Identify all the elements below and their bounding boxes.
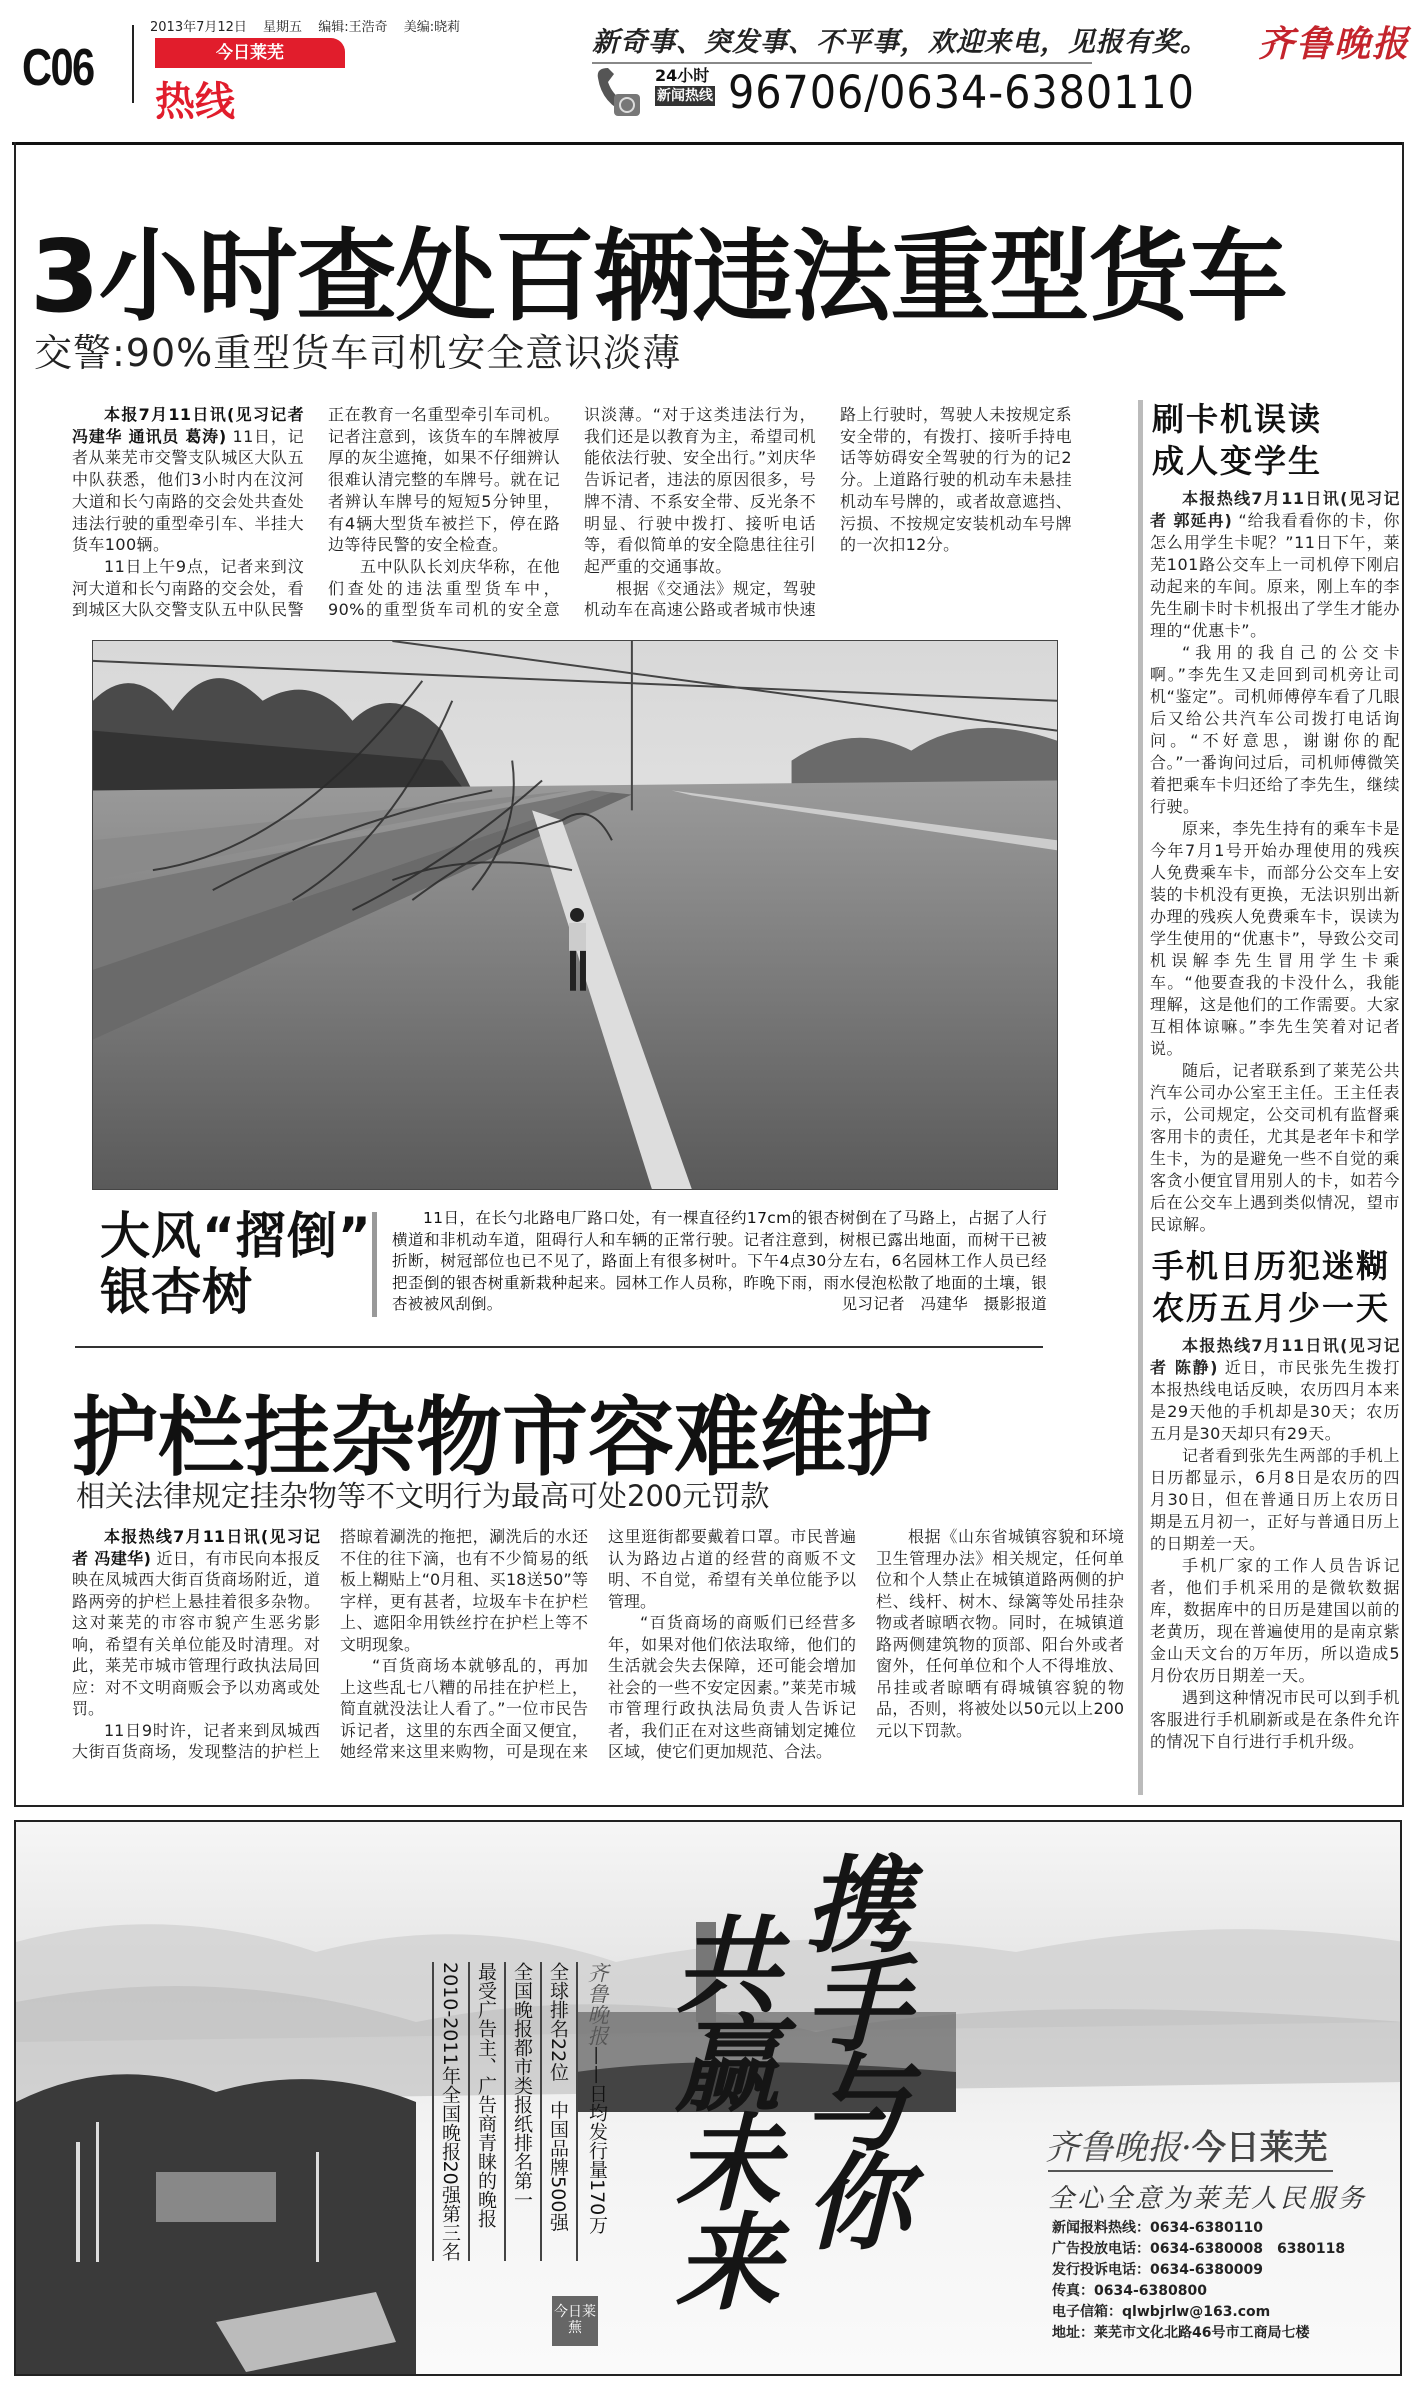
- brand-script: 齐鲁晚报·: [1045, 2128, 1192, 2168]
- paragraph: 遇到这种情况市民可以到手机客服进行手机刷新或是在条件允许的情况下自行进行手机升级。: [1150, 1688, 1400, 1751]
- paragraph: 根据《交通法》规定，驾驶机动车在高速公路或者城市快速路上行驶时，驾驶人未按规定系安全带的，有拨打、接听手持电话等妨碍安全驾驶的行为的记2分。上道路行驶的机动车未悬挂机动车号牌的，或者故意遮挡、污损、不按规定安装机动车号牌的一次扣12分。: [584, 405, 1072, 620]
- ad-brand: [1045, 2120, 1328, 2169]
- byline: 本报7月11日讯(见习记者 冯建华 通讯员 葛涛): [72, 405, 304, 446]
- paragraph: [72, 404, 304, 556]
- paragraph-text: 近日，市民张先生拨打本报热线电话反映，农历四月本来是29天他的手机却是30天；农历五月是30天却只有29天。: [1150, 1358, 1400, 1443]
- sidebar-rule: [1138, 400, 1143, 1795]
- photo-story-headline: [100, 1208, 372, 1320]
- paragraph: [72, 1526, 320, 1720]
- contact-hotline: 新闻报料热线：0634-6380110: [1052, 2220, 1263, 2236]
- hotline-label-news: 新闻热线: [657, 88, 713, 104]
- article1-headline: 3小时查处百辆违法重型货车: [30, 218, 1287, 335]
- ad-claim: 全球排名22位 中国品牌500强: [540, 1962, 570, 2261]
- headline-line: 农历五月少一天: [1152, 1289, 1391, 1327]
- contact-email: 电子信箱：qlwbjrlw@163.com: [1052, 2304, 1271, 2320]
- ad-claim: 最受广告主、广告商青睐的晚报: [468, 1962, 498, 2261]
- designer: 美编:晓莉: [403, 20, 461, 35]
- hotline-slogan: 新奇事、突发事、不平事，欢迎来电，见报有奖。: [592, 27, 1208, 58]
- telephone-icon: [592, 64, 644, 120]
- headline-line: 刷卡机误读: [1152, 400, 1323, 438]
- section-title: 热线: [155, 79, 235, 125]
- article1-body: [72, 404, 1072, 621]
- sidebar2-headline: [1152, 1245, 1390, 1329]
- contact-ads: 广告投放电话：0634-6380008 6380118: [1052, 2241, 1346, 2257]
- paragraph: 记者看到张先生两部的手机上日历都显示，6月8日是农历的四月30日，但在普通日历上农历日期是五月初一，正好与普通日历上的日期差一天。: [1150, 1446, 1400, 1553]
- article1-subheadline: 交警:90%重型货车司机安全意识淡薄: [34, 331, 682, 375]
- sidebar1-headline: [1152, 398, 1322, 482]
- byline: 本报热线7月11日讯(见习记者 陈静): [1150, 1336, 1400, 1377]
- page-number: C06: [22, 39, 94, 97]
- ad-claim: 全国晚报都市类报纸排名第一: [504, 1962, 534, 2261]
- photo-caption: [392, 1208, 1047, 1316]
- ad-brand-rule: [1048, 2170, 1333, 2172]
- headline-line: 银杏树: [100, 1263, 253, 1321]
- headline-line: 成人变学生: [1152, 442, 1323, 480]
- paragraph: “百货商场的商贩们已经营多年，如果对他们依法取缔，他们的生活就会失去保障，还可能会增加社会的一些不安定因素。”莱芜市城市管理行政执法局负责人告诉记者，我们正在对这些商铺划定摊位区域，使它们更加规范、合法。: [608, 1613, 856, 1761]
- sidebar1-body: [1150, 488, 1400, 1236]
- hotline-number: 96706/0634-6380110: [728, 66, 1195, 119]
- byline: 本报热线7月11日讯(见习记者 冯建华): [72, 1527, 320, 1568]
- edition-tab: 今日莱芜: [155, 38, 345, 68]
- paragraph: 五中队队长刘庆华称，在他们查处的违法重型货车中，90%的重型货车司机的安全意识淡薄。“对于这类违法行为，我们还是以教育为主，希望司机能依法行驶、安全出行。”刘庆华告诉记者，违法的原因很多，号牌不清、不系安全带、反光条不明显、行驶中拨打、接听电话等，看似简单的安全隐患往往引起严重的交通事故。: [328, 405, 816, 620]
- byline: 本报热线7月11日讯(见习记者 郭延冉): [1150, 489, 1400, 530]
- article3-body: [72, 1526, 1124, 1763]
- paragraph: [1150, 488, 1400, 642]
- paragraph: “百货商场本就够乱的，再加上这些乱七八糟的吊挂在护栏上，简直就没法让人看了。”一位市民告诉记者，这里的东西全面又便宜，她经常来这里来购物，可是现在来这里逛街都要戴着口罩。市民普遍认为路边占道的经营的商贩不文明、不自觉，希望有关单位能予以管理。: [340, 1527, 856, 1761]
- article3-headline: 护栏挂杂物市容难维护: [72, 1388, 932, 1488]
- sidebar2-body: [1150, 1335, 1400, 1753]
- calligraphy-line: 携手与你: [788, 1850, 912, 2246]
- headline-line: 手机日历犯迷糊: [1152, 1247, 1391, 1285]
- paragraph: 11日上午9点，记者来到汶河大道和长勺南路的交会处，看到城区大队交警支队五中队民警正在教育一名重型牵引车司机。记者注意到，该货车的车牌被厚厚的灰尘遮掩，如果不仔细辨认很难认清完整的车牌号。就在记者辨认车牌号的短短5分钟里，有4辆大型货车被拦下，停在路边等待民警的安全检查。: [72, 405, 560, 620]
- dateline: [150, 16, 472, 35]
- caption-bar: [372, 1212, 377, 1317]
- header-divider: [132, 25, 134, 103]
- photo-credit: 见习记者 冯建华 摄影报道: [841, 1295, 1047, 1313]
- editor: 编辑:王浩奇: [318, 20, 388, 35]
- vertical-logo: 齐鲁晚报: [585, 1962, 609, 2046]
- ad-calligraphy: [660, 1850, 910, 2306]
- brand-bold: 今日莱芜: [1191, 2128, 1328, 2168]
- contact-address: 地址：莱芜市文化北路46号市工商局七楼: [1052, 2325, 1310, 2341]
- article3-subheadline: 相关法律规定挂杂物等不文明行为最高可处200元罚款: [76, 1479, 770, 1513]
- calligraphy-line: 共赢未来: [658, 1910, 782, 2306]
- ad-claim: 2010-2011年全国晚报20强第三名: [432, 1962, 462, 2261]
- ad-contacts: [1052, 2218, 1345, 2344]
- paragraph: 根据《山东省城镇容貌和环境卫生管理办法》相关规定，任何单位和个人禁止在城镇道路两侧的护栏、线杆、树木、绿篱等处吊挂杂物或者晾晒衣物。同时，在城镇道路两侧建筑物的顶部、阳台外或者窗外，任何单位和个人不得堆放、吊挂或者晾晒有碍城镇容貌的物品，否则，将被处以50元以上200元以下罚款。: [876, 1527, 1124, 1740]
- hotline-label-24h: 24小时: [655, 66, 710, 85]
- section-rule: [75, 1346, 1043, 1348]
- headline-line: 大风“摺倒”: [100, 1207, 372, 1265]
- contact-fax: 传真：0634-6380800: [1052, 2283, 1207, 2299]
- fallen-ginkgo-tree-photo: [92, 640, 1058, 1190]
- paragraph: 随后，记者联系到了莱芜公共汽车公司办公室王主任。王主任表示，公司规定，公交司机有监督乘客用卡的责任，尤其是老年卡和学生卡，为的是避免一些不自觉的乘客贪小便宜冒用别人的卡，如若今后在公交车上遇到类似情况，望市民谅解。: [1150, 1061, 1400, 1234]
- ad-claims: [432, 1962, 612, 2261]
- caption-text: 11日，在长勺北路电厂路口处，有一棵直径约17cm的银杏树倒在了马路上，占据了人行横道和非机动车道，阻碍行人和车辆的正常行驶。记者注意到，树根已露出地面，而树干已被折断，树冠部位也已不见了，路面上有很多树叶。下午4点30分左右，6名园林工作人员已经把歪倒的银杏树重新栽种起来。园林工作人员称，昨晚下雨，雨水侵泡松散了地面的土壤，银杏被被风刮倒。: [392, 1209, 1047, 1313]
- paragraph: 手机厂家的工作人员告诉记者，他们手机采用的是微软数据库，数据库中的日历是建国以前的老黄历，现在普遍使用的是南京紫金山天文台的万年历，所以造成5月份农历日期差一天。: [1150, 1556, 1400, 1685]
- ad-claim: [576, 1962, 612, 2261]
- paragraph: 11日9时许，记者来到凤城西大街百货商场，发现整洁的护栏上搭晾着涮洗的拖把，涮洗后的水还不住的往下滴，也有不少简易的纸板上糊贴上“0月租、买18送50”等字样，更有甚者，垃圾车卡在护栏上、遮阳伞用铁丝拧在护栏上等不文明现象。: [72, 1527, 588, 1761]
- ad-slogan: 全心全意为莱芜人民服务: [1048, 2184, 1368, 2214]
- contact-distribution: 发行投诉电话：0634-6380009: [1052, 2262, 1263, 2278]
- newspaper-logo: 齐鲁晚报: [1258, 23, 1411, 65]
- paragraph: [1150, 1335, 1400, 1445]
- slogan-rule: [592, 62, 1092, 64]
- ad-claim-text: ——日均发行量170万: [586, 2046, 608, 2235]
- date: 2013年7月12日: [150, 20, 247, 35]
- weekday: 星期五: [263, 20, 303, 35]
- paragraph-text: 近日，有市民向本报反映在凤城西大街百货商场附近，道路两旁的护栏上悬挂着很多杂物。这对莱芜的市容市貌产生恶劣影响，希望有关单位能及时清理。对此，莱芜市城市管理行政执法局回应：对不文明商贩会予以劝离或处罚。: [72, 1548, 320, 1718]
- hotline-label: [655, 66, 715, 106]
- paragraph: “我用的我自己的公交卡啊。”李先生又走回到司机旁让司机“鉴定”。司机师傅停车看了几眼后又给公共汽车公司拨打电话询问。“不好意思，谢谢你的配合。”一番询问过后，司机师傅微笑着把乘车卡归还给了李先生，继续行驶。: [1150, 643, 1400, 816]
- ad-seal: 今日莱蕪: [552, 2296, 598, 2346]
- paragraph-text: 11日，记者从莱芜市交警支队城区大队五中队获悉，他们3小时内在汶河大道和长勺南路的交会处共查处违法行驶的重型牵引车、半挂大货车100辆。: [72, 426, 304, 555]
- paragraph-text: “给我看看你的卡，你怎么用学生卡呢？”11日下午，莱芜101路公交车上一司机停下刚启动起来的车间。原来，刚上车的李先生刷卡时卡机报出了学生才能办理的“优惠卡”。: [1150, 511, 1400, 640]
- paragraph: 原来，李先生持有的乘车卡是今年7月1号开始办理使用的残疾人免费乘车卡，而部分公交车上安装的卡机没有更换，无法识别出新办理的残疾人免费乘车卡，误读为学生使用的“优惠卡”，导致公交司机误解李先生冒用学生卡乘车。“他要查我的卡没什么，我能理解，这是他们的工作需要。大家互相体谅嘛。”李先生笑着对记者说。: [1150, 819, 1400, 1058]
